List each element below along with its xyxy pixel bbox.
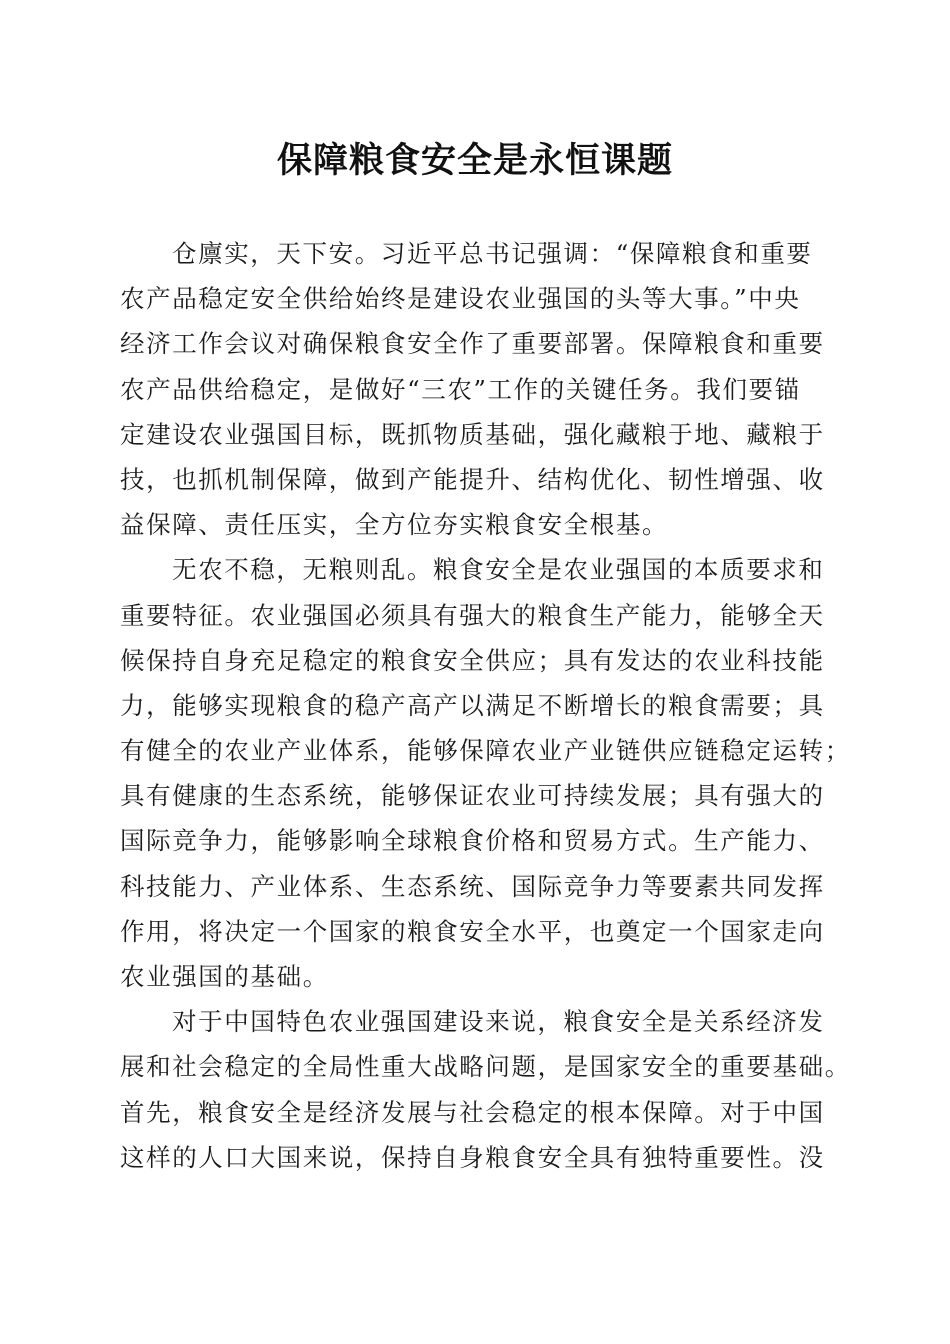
paragraph-2-line-2: 重要特征。农业强国必须具有强大的粮食生产能力，能够全天	[120, 600, 825, 630]
paragraph-2-line-10: 农业强国的基础。	[120, 962, 329, 991]
paragraph-1-line-7: 益保障、责任压实，全方位夯实粮食安全根基。	[120, 510, 669, 540]
paragraph-2-line-1: 无农不稳，无粮则乱。粮食安全是农业强国的本质要求和	[172, 555, 825, 585]
paragraph-1-line-6: 技，也抓机制保障，做到产能提升、结构优化、韧性增强、收	[120, 464, 825, 494]
paragraph-3-line-2: 展和社会稳定的全局性重大战略问题，是国家安全的重要基础。	[120, 1052, 851, 1082]
paragraph-1-line-5: 定建设农业强国目标，既抓物质基础，强化藏粮于地、藏粮于	[120, 419, 825, 449]
document-title: 保障粮食安全是永恒课题	[276, 140, 673, 181]
paragraph-2-line-8: 科技能力、产业体系、生态系统、国际竞争力等要素共同发挥	[120, 871, 825, 901]
paragraph-2-line-4: 力，能够实现粮食的稳产高产以满足不断增长的粮食需要；具	[120, 690, 825, 720]
paragraph-3-line-1: 对于中国特色农业强国建设来说，粮食安全是关系经济发	[172, 1007, 825, 1037]
paragraph-3-line-3: 首先，粮食安全是经济发展与社会稳定的根本保障。对于中国	[120, 1097, 825, 1127]
paragraph-1-line-4: 农产品供给稳定，是做好“三农”工作的关键任务。我们要锚	[120, 374, 801, 404]
paragraph-3-line-4: 这样的人口大国来说，保持自身粮食安全具有独特重要性。没	[120, 1142, 825, 1172]
paragraph-1-line-3: 经济工作会议对确保粮食安全作了重要部署。保障粮食和重要	[120, 329, 825, 359]
paragraph-2-line-3: 候保持自身充足稳定的粮食安全供应；具有发达的农业科技能	[120, 645, 825, 675]
paragraph-2-line-5: 有健全的农业产业体系，能够保障农业产业链供应链稳定运转；	[120, 736, 851, 766]
document-body	[120, 231, 851, 1180]
paragraph-2-line-6: 具有健康的生态系统，能够保证农业可持续发展；具有强大的	[120, 781, 825, 811]
paragraph-2-line-7: 国际竞争力，能够影响全球粮食价格和贸易方式。生产能力、	[120, 826, 825, 856]
paragraph-2-line-9: 作用，将决定一个国家的粮食安全水平，也奠定一个国家走向	[120, 916, 825, 946]
paragraph-1-line-1: 仓廪实，天下安。习近平总书记强调：“保障粮食和重要	[172, 239, 813, 268]
paragraph-1-line-2: 农产品稳定安全供给始终是建设农业强国的头等大事。”中央	[120, 284, 801, 314]
